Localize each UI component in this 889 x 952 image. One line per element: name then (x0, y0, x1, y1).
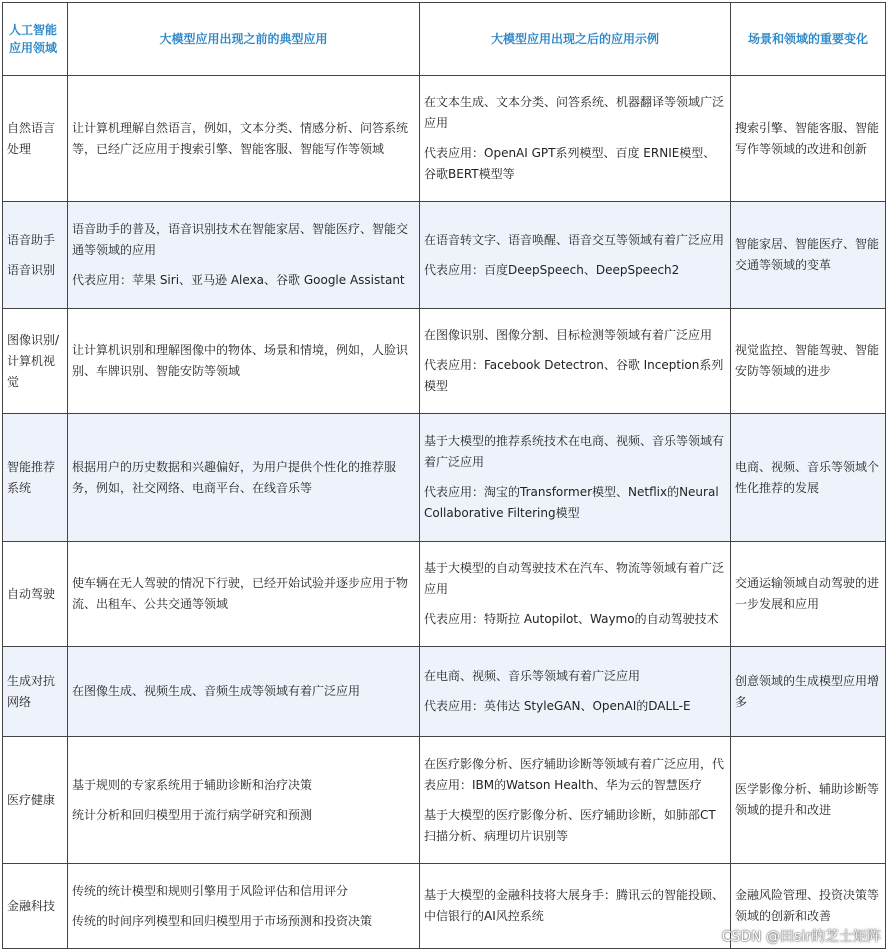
table-row (3, 309, 886, 414)
table-row (3, 737, 886, 864)
before-cell (68, 202, 420, 309)
table-row (3, 202, 886, 309)
after-text: 代表应用：OpenAI GPT系列模型、百度 ERNIE模型、谷歌BERT模型等 (424, 146, 716, 181)
change-cell: 交通运输领域自动驾驶的进一步发展和应用 (731, 542, 886, 647)
change-cell: 电商、视频、音乐等领域个性化推荐的发展 (731, 414, 886, 542)
table-row (3, 76, 886, 202)
before-cell (68, 864, 420, 949)
after-text: 在图像识别、图像分割、目标检测等领域有着广泛应用 (424, 328, 713, 342)
category-cell: 语音助手 语音识别 (3, 202, 68, 309)
category-cell: 智能推荐系统 (3, 414, 68, 542)
after-cell (420, 647, 731, 737)
after-text: 代表应用：Facebook Detectron、谷歌 Inception系列模型 (424, 358, 724, 393)
category-cell: 医疗健康 (3, 737, 68, 864)
after-text: 代表应用：特斯拉 Autopilot、Waymo的自动驾驶技术 (424, 612, 719, 626)
before-text: 语音助手的普及，语音识别技术在智能家居、智能医疗、智能交通等领域的应用 (72, 222, 409, 257)
after-cell (420, 202, 731, 309)
after-cell (420, 414, 731, 542)
table-row (3, 414, 886, 542)
after-text: 在电商、视频、音乐等领域有着广泛应用 (424, 669, 641, 683)
after-text: 基于大模型的医疗影像分析、医疗辅助诊断，如肺部CT扫描分析、病理切片识别等 (424, 807, 716, 843)
before-text: 让计算机识别和理解图像中的物体、场景和情境，例如，人脸识别、车牌识别、智能安防等领域 (72, 343, 409, 378)
header-category: 人工智能应用领域 (3, 3, 68, 76)
after-cell (420, 864, 731, 949)
after-text: 代表应用：淘宝的Transformer模型、Netflix的Neural Collaborative Filtering模型 (424, 485, 719, 520)
after-text: 代表应用：英伟达 StyleGAN、OpenAI的DALL-E (424, 699, 691, 713)
before-text: 使车辆在无人驾驶的情况下行驶，已经开始试验并逐步应用于物流、出租车、公共交通等领域 (72, 576, 409, 611)
after-cell (420, 737, 731, 864)
csdn-watermark: CSDN @田sir的芝士矩阵 (721, 929, 881, 945)
before-cell (68, 542, 420, 647)
category-cell: 自然语言处理 (3, 76, 68, 202)
before-text: 传统的统计模型和规则引擎用于风险评估和信用评分 (72, 883, 349, 898)
before-cell (68, 76, 420, 202)
category-cell: 金融科技 (3, 864, 68, 949)
before-cell (68, 414, 420, 542)
change-cell: 视觉监控、智能驾驶、智能安防等领域的进步 (731, 309, 886, 414)
before-text: 让计算机理解自然语言，例如，文本分类、情感分析、问答系统等，已经广泛应用于搜索引擎、智能客服、智能写作等领域 (72, 120, 409, 156)
change-cell: 医学影像分析、辅助诊断等领域的提升和改进 (731, 737, 886, 864)
before-text: 统计分析和回归模型用于流行病学研究和预测 (72, 807, 313, 822)
category-cell: 自动驾驶 (3, 542, 68, 647)
before-cell (68, 309, 420, 414)
change-cell: 金融风险管理、投资决策等领域的创新和改善 (731, 864, 886, 949)
change-cell: 创意领域的生成模型应用增多 (731, 647, 886, 737)
after-text: 基于大模型的推荐系统技术在电商、视频、音乐等领域有着广泛应用 (424, 434, 725, 469)
header-change: 场景和领域的重要变化 (731, 3, 886, 76)
ai-applications-table (2, 2, 886, 949)
category-cell: 生成对抗网络 (3, 647, 68, 737)
header-after: 大模型应用出现之后的应用示例 (420, 3, 731, 76)
before-text: 根据用户的历史数据和兴趣偏好，为用户提供个性化的推荐服务，例如，社交网络、电商平台、在线音乐等 (72, 459, 397, 495)
before-cell (68, 737, 420, 864)
before-cell (68, 647, 420, 737)
after-text: 在文本生成、文本分类、问答系统、机器翻译等领域广泛应用 (424, 95, 725, 130)
table-header-row (3, 3, 886, 76)
before-text: 代表应用：苹果 Siri、亚马逊 Alexa、谷歌 Google Assistant (72, 273, 405, 287)
after-text: 基于大模型的自动驾驶技术在汽车、物流等领域有着广泛应用 (424, 561, 725, 596)
table-row (3, 647, 886, 737)
after-cell (420, 542, 731, 647)
header-before: 大模型应用出现之前的典型应用 (68, 3, 420, 76)
after-text: 在医疗影像分析、医疗辅助诊断等领域有着广泛应用，代表应用：IBM的Watson Health、华为云的智慧医疗 (424, 756, 725, 792)
before-text: 在图像生成、视频生成、音频生成等领域有着广泛应用 (72, 684, 361, 698)
before-text: 基于规则的专家系统用于辅助诊断和治疗决策 (72, 777, 313, 792)
category-cell: 图像识别/计算机视觉 (3, 309, 68, 414)
change-cell: 智能家居、智能医疗、智能交通等领域的变革 (731, 202, 886, 309)
after-text: 在语音转文字、语音唤醒、语音交互等领域有着广泛应用 (424, 232, 725, 247)
after-text: 基于大模型的金融科技将大展身手：腾讯云的智能投顾、中信银行的AI风控系统 (424, 888, 725, 923)
after-cell (420, 76, 731, 202)
after-text: 代表应用：百度DeepSpeech、DeepSpeech2 (424, 262, 680, 277)
change-cell: 搜索引擎、智能客服、智能写作等领域的改进和创新 (731, 76, 886, 202)
after-cell (420, 309, 731, 414)
before-text: 传统的时间序列模型和回归模型用于市场预测和投资决策 (72, 913, 373, 928)
table-row (3, 542, 886, 647)
